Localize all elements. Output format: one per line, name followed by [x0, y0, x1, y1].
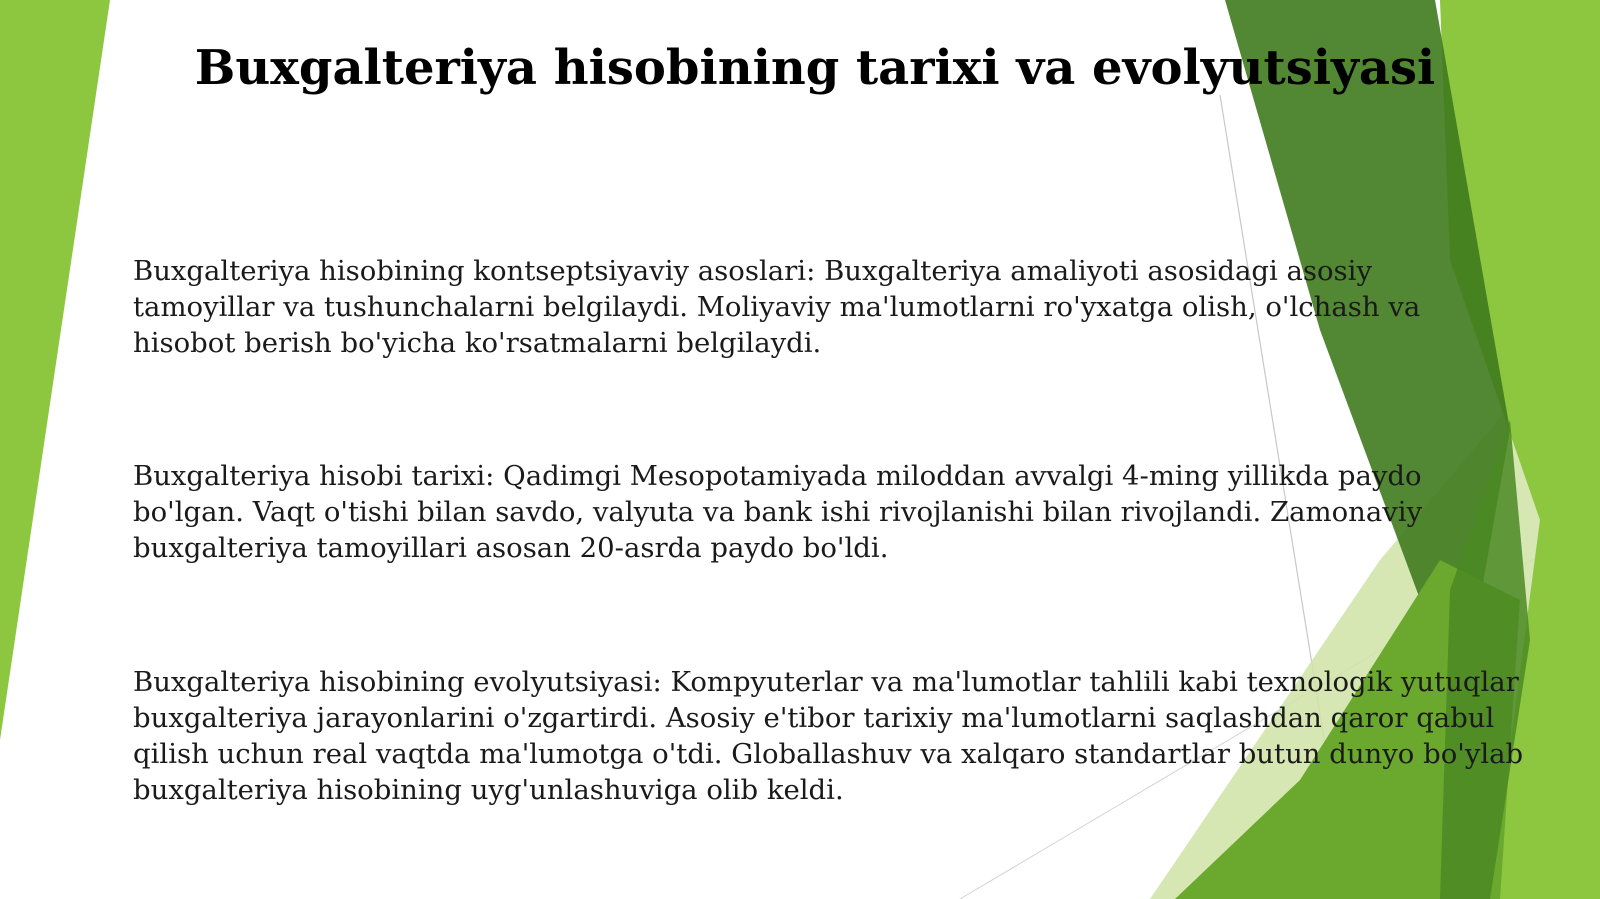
paragraph-conceptual-foundations: Buxgalteriya hisobining kontseptsiyaviy asoslari: Buxgalteriya amaliyoti asosidagi asosiy tamoyillar va tushunchalarni belgilaydi. Moliyaviy ma'lumotlarni ro'yxatga olish, o'lchash va hisobot berish bo'yicha ko'rsatmalarni belgilaydi. — [133, 255, 1421, 359]
slide-title: Buxgalteriya hisobining tarixi va evolyutsiyasi — [194, 40, 1436, 96]
left-green-facet — [0, 0, 110, 740]
paragraph-evolution: Buxgalteriya hisobining evolyutsiyasi: Kompyuterlar va ma'lumotlar tahlili kabi texnologik yutuqlar buxgalteriya jarayonlarini o'zgartirdi. Asosiy e'tibor tarixiy ma'lumotlarni saqlashdan qaror qabul qilish uchun real vaqtda ma'lumotga o'tdi. Globallashuv va xalqaro standartlar butun dunyo bo'ylab buxgalteriya hisobining uyg'unlashuviga olib keldi. — [133, 666, 1524, 806]
paragraph-history: Buxgalteriya hisobi tarixi: Qadimgi Mesopotamiyada miloddan avvalgi 4-ming yillikda paydo bo'lgan. Vaqt o'tishi bilan savdo, valyuta va bank ishi rivojlanishi bilan rivojlandi. Zamonaviy buxgalteriya tamoyillari asosan 20-asrda paydo bo'ldi. — [133, 460, 1423, 564]
